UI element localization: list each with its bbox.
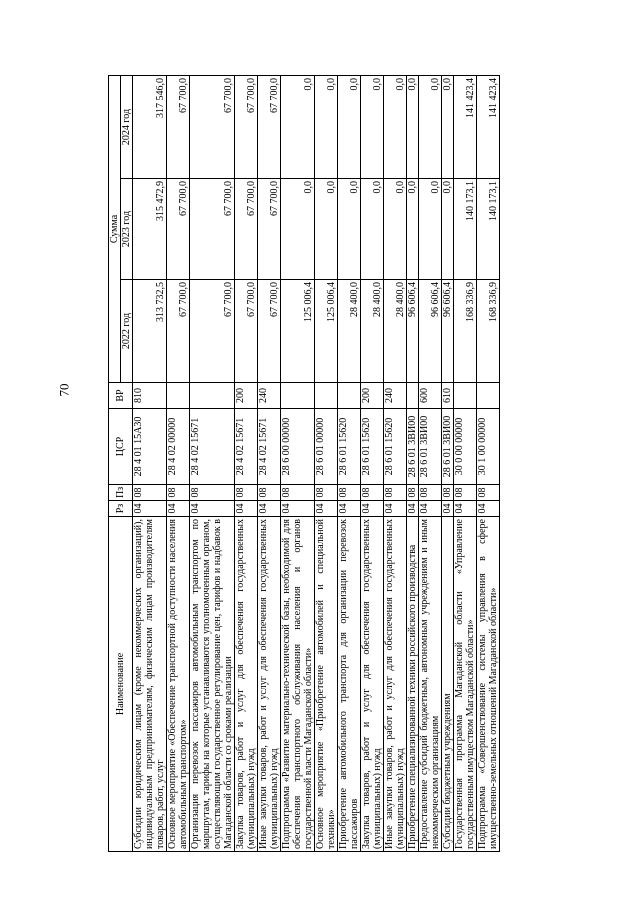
header-2022: 2022 год (121, 280, 133, 383)
row-2023-cell: 67 700,0 (258, 179, 281, 280)
table-row (235, 76, 258, 852)
row-2024-cell: 0,0 (281, 76, 315, 179)
row-vr-cell: 610 (442, 383, 454, 409)
row-2024-cell: 141 423,4 (454, 76, 477, 179)
row-rz-cell: 04 (442, 501, 454, 517)
row-rz-cell: 04 (190, 501, 235, 517)
row-pr-cell: 08 (315, 485, 338, 501)
row-pr-cell: 08 (133, 485, 167, 501)
row-rz-cell: 04 (407, 501, 419, 517)
table-wrapper (108, 76, 612, 852)
row-csr-cell: 28 6 01 3ВИ00 (407, 409, 419, 485)
row-vr-cell (190, 383, 235, 409)
row-2022-cell: 67 700,0 (167, 280, 190, 383)
header-vr: ВР (109, 383, 133, 409)
table-row (454, 76, 477, 852)
row-2023-cell: 0,0 (442, 179, 454, 280)
table-row (361, 76, 384, 852)
row-2023-cell: 0,0 (384, 179, 407, 280)
row-name-cell: Приобретение автомобильного транспорта для организации перевозок пассажиров (338, 517, 361, 852)
row-2023-cell: 0,0 (281, 179, 315, 280)
row-2022-cell: 67 700,0 (258, 280, 281, 383)
row-pr-cell: 08 (235, 485, 258, 501)
row-csr-cell: 28 4 02 00000 (167, 409, 190, 485)
row-2022-cell: 168 336,9 (477, 280, 500, 383)
row-2024-cell: 0,0 (419, 76, 442, 179)
row-name-cell: Подпрограмма «Совершенствование системы управления в сфере имущественно-земельных отношений Магаданской области» (477, 517, 500, 852)
row-name-cell: Субсидии бюджетным учреждениям (442, 517, 454, 852)
row-name-cell: Предоставление субсидий бюджетным, автономным учреждениям и иным некоммерческим организациям (419, 517, 442, 852)
row-2022-cell: 168 336,9 (454, 280, 477, 383)
row-csr-cell: 28 6 01 15620 (361, 409, 384, 485)
row-2022-cell: 313 732,5 (133, 280, 167, 383)
row-vr-cell (454, 383, 477, 409)
row-rz-cell: 04 (454, 501, 477, 517)
row-csr-cell: 28 6 00 00000 (281, 409, 315, 485)
row-pr-cell: 08 (281, 485, 315, 501)
row-rz-cell: 04 (258, 501, 281, 517)
row-pr-cell: 08 (477, 485, 500, 501)
row-rz-cell: 04 (281, 501, 315, 517)
row-2022-cell: 125 006,4 (281, 280, 315, 383)
table-row (384, 76, 407, 852)
row-name-cell: Иные закупки товаров, работ и услуг для обеспечения государственных (муниципальных) нужд (384, 517, 407, 852)
table-row (281, 76, 315, 852)
row-2022-cell: 125 006,4 (315, 280, 338, 383)
row-csr-cell: 28 4 01 15А30 (133, 409, 167, 485)
row-csr-cell: 28 4 02 15671 (258, 409, 281, 485)
row-pr-cell: 08 (454, 485, 477, 501)
table-body (133, 76, 500, 852)
row-2024-cell: 0,0 (361, 76, 384, 179)
row-name-cell: Основное мероприятие «Приобретение автомобилей и специальной техники» (315, 517, 338, 852)
row-pr-cell: 08 (384, 485, 407, 501)
row-rz-cell: 04 (167, 501, 190, 517)
row-csr-cell: 28 6 01 15620 (384, 409, 407, 485)
header-rz: Рз (109, 501, 133, 517)
row-2024-cell: 67 700,0 (167, 76, 190, 179)
row-csr-cell: 28 6 01 3ВИ00 (419, 409, 442, 485)
table-row (477, 76, 500, 852)
row-2022-cell: 96 606,4 (442, 280, 454, 383)
row-vr-cell: 600 (419, 383, 442, 409)
header-csr: ЦСР (109, 409, 133, 485)
row-vr-cell: 200 (235, 383, 258, 409)
row-2024-cell: 67 700,0 (258, 76, 281, 179)
row-vr-cell: 810 (133, 383, 167, 409)
row-2022-cell: 67 700,0 (190, 280, 235, 383)
row-pr-cell: 08 (258, 485, 281, 501)
row-rz-cell: 04 (315, 501, 338, 517)
row-name-cell: Субсидии юридическим лицам (кроме некоммерческих организаций), индивидуальным предпринимателям, физическим лицам производителям товаров, работ, услуг (133, 517, 167, 852)
row-2022-cell: 28 400,0 (361, 280, 384, 383)
header-sum: Сумма (109, 76, 121, 383)
row-rz-cell: 04 (338, 501, 361, 517)
row-2023-cell: 140 173,1 (454, 179, 477, 280)
row-vr-cell: 240 (258, 383, 281, 409)
row-pr-cell: 08 (442, 485, 454, 501)
row-rz-cell: 04 (419, 501, 442, 517)
row-2024-cell: 0,0 (338, 76, 361, 179)
row-2024-cell: 0,0 (442, 76, 454, 179)
row-rz-cell: 04 (235, 501, 258, 517)
row-rz-cell: 04 (361, 501, 384, 517)
table-row (133, 76, 167, 852)
row-2022-cell: 28 400,0 (384, 280, 407, 383)
row-2022-cell: 96 606,4 (419, 280, 442, 383)
row-2024-cell: 67 700,0 (190, 76, 235, 179)
row-2023-cell: 67 700,0 (190, 179, 235, 280)
row-2023-cell: 0,0 (315, 179, 338, 280)
table-row (315, 76, 338, 852)
row-2022-cell: 67 700,0 (235, 280, 258, 383)
row-csr-cell: 30 0 00 00000 (454, 409, 477, 485)
row-name-cell: Основное мероприятие «Обеспечение транспортной доступности населения автомобильным транспортом» (167, 517, 190, 852)
header-2023: 2023 год (121, 179, 133, 280)
row-2024-cell: 317 546,0 (133, 76, 167, 179)
row-rz-cell: 04 (477, 501, 500, 517)
row-pr-cell: 08 (190, 485, 235, 501)
row-vr-cell (338, 383, 361, 409)
table-row (407, 76, 419, 852)
row-vr-cell (315, 383, 338, 409)
row-2024-cell: 0,0 (407, 76, 419, 179)
row-rz-cell: 04 (384, 501, 407, 517)
row-name-cell: Закупка товаров, работ и услуг для обеспечения государственных (муниципальных) нужд (361, 517, 384, 852)
rotated-table-container (108, 76, 612, 852)
row-2023-cell: 67 700,0 (167, 179, 190, 280)
budget-table (108, 75, 500, 852)
row-name-cell: Приобретение специализированной техники российского производства (407, 517, 419, 852)
row-vr-cell: 200 (361, 383, 384, 409)
header-name: Наименование (109, 517, 133, 852)
header-pr: Пз (109, 485, 133, 501)
row-2024-cell: 67 700,0 (235, 76, 258, 179)
row-pr-cell: 08 (361, 485, 384, 501)
row-vr-cell (167, 383, 190, 409)
row-csr-cell: 28 4 02 15671 (190, 409, 235, 485)
header-2024: 2024 год (121, 76, 133, 179)
row-2023-cell: 0,0 (407, 179, 419, 280)
row-name-cell: Подпрограмма «Развитие материально-технической базы, необходимой для обеспечения транспортного обслуживания населения и органов государственной власти Магаданской области» (281, 517, 315, 852)
row-2023-cell: 0,0 (361, 179, 384, 280)
table-row (419, 76, 442, 852)
table-row (258, 76, 281, 852)
row-vr-cell (407, 383, 419, 409)
row-csr-cell: 28 4 02 15671 (235, 409, 258, 485)
row-pr-cell: 08 (419, 485, 442, 501)
table-row (442, 76, 454, 852)
row-vr-cell (477, 383, 500, 409)
row-name-cell: Организация перевозок пассажиров автомобильным транспортом по маршрутам, тарифы на которые устанавливаются уполномоченным органом, осуществляющим государственное регулирование цен, тарифов и надбавок в Магаданской области со сроками реализации (190, 517, 235, 852)
row-2023-cell: 315 472,9 (133, 179, 167, 280)
row-2023-cell: 67 700,0 (235, 179, 258, 280)
row-rz-cell: 04 (133, 501, 167, 517)
row-csr-cell: 30 1 00 00000 (477, 409, 500, 485)
header-row-1 (109, 76, 121, 852)
row-2023-cell: 0,0 (338, 179, 361, 280)
row-csr-cell: 28 6 01 15620 (338, 409, 361, 485)
row-vr-cell: 240 (384, 383, 407, 409)
row-name-cell: Государственная программа Магаданской области «Управление государственным имуществом Магаданской области» (454, 517, 477, 852)
row-vr-cell (281, 383, 315, 409)
table-row (190, 76, 235, 852)
row-2023-cell: 0,0 (419, 179, 442, 280)
row-pr-cell: 08 (167, 485, 190, 501)
page-number: 70 (56, 383, 72, 397)
row-name-cell: Иные закупки товаров, работ и услуг для обеспечения государственных (муниципальных) нужд (258, 517, 281, 852)
row-pr-cell: 08 (338, 485, 361, 501)
row-csr-cell: 28 6 01 00000 (315, 409, 338, 485)
row-2024-cell: 0,0 (315, 76, 338, 179)
row-2023-cell: 140 173,1 (477, 179, 500, 280)
row-2022-cell: 96 606,4 (407, 280, 419, 383)
row-csr-cell: 28 6 01 3ВИ00 (442, 409, 454, 485)
row-2024-cell: 0,0 (384, 76, 407, 179)
row-2024-cell: 141 423,4 (477, 76, 500, 179)
table-row (167, 76, 190, 852)
row-2022-cell: 28 400,0 (338, 280, 361, 383)
row-pr-cell: 08 (407, 485, 419, 501)
row-name-cell: Закупка товаров, работ и услуг для обеспечения государственных (муниципальных) нужд (235, 517, 258, 852)
table-row (338, 76, 361, 852)
